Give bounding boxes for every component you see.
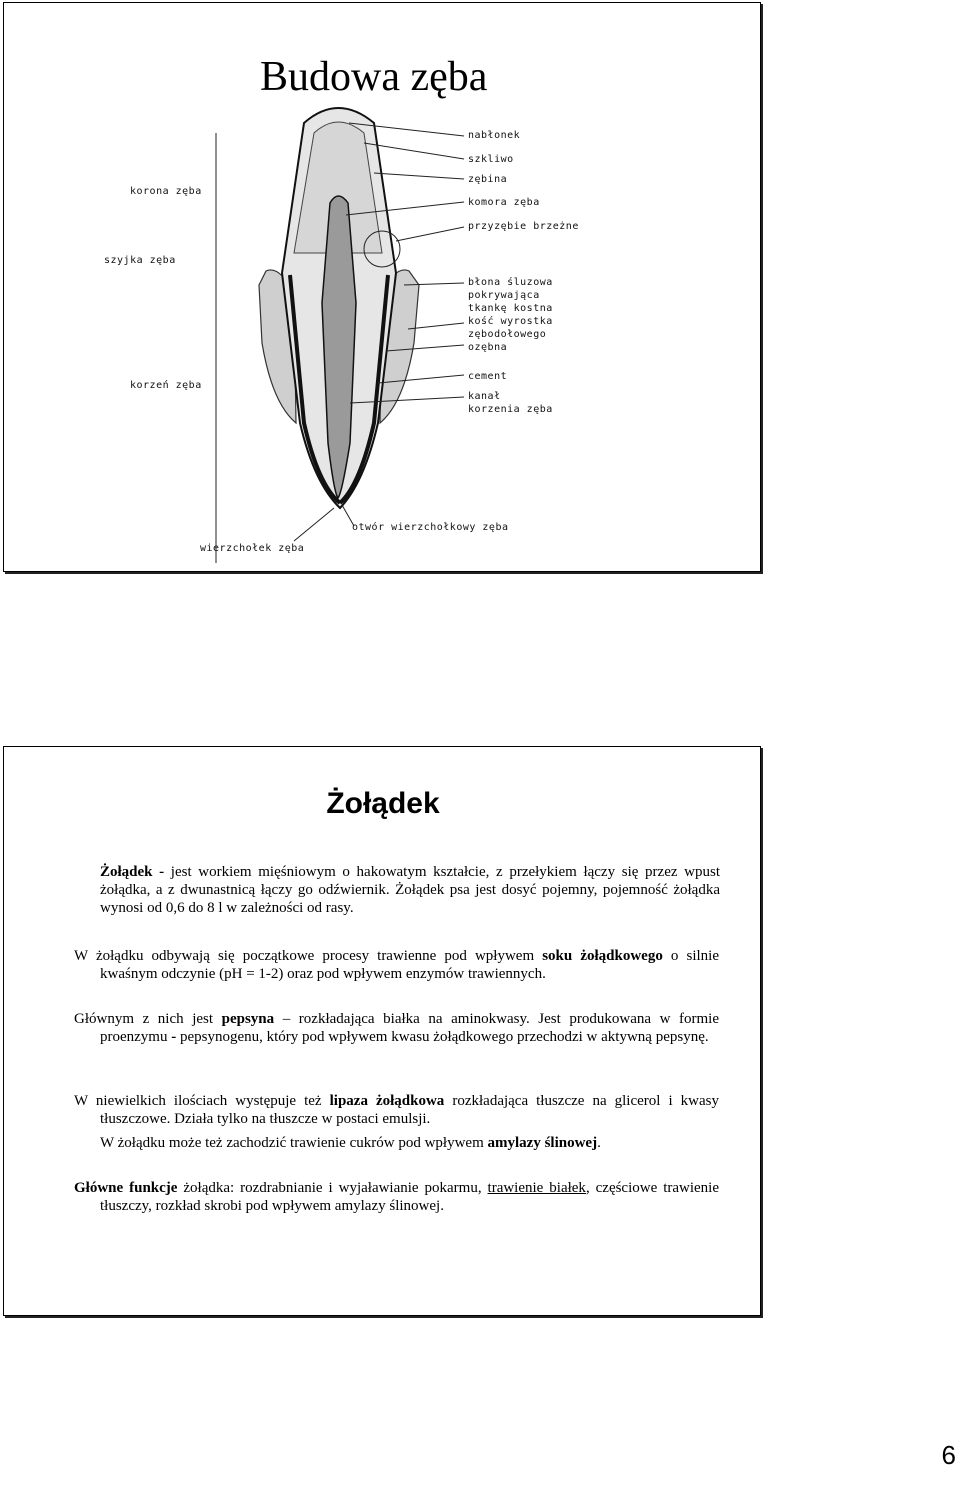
hanging-text [74, 1092, 719, 1128]
slide-tooth-anatomy [3, 2, 761, 572]
text: W niewielkich ilościach występuje też [74, 1093, 330, 1109]
bold-text: Żołądek - [100, 864, 165, 880]
pointer-line [396, 227, 464, 241]
page-number: 6 [941, 1440, 956, 1470]
paragraph-definition [100, 863, 720, 917]
label-root: korzeń zęba [130, 380, 202, 391]
text: Głównym z nich jest [74, 1011, 222, 1027]
text: . [597, 1135, 601, 1151]
label-mucosa-3: tkankę kostna [468, 303, 553, 314]
hanging-text [74, 947, 719, 983]
hanging-text [74, 1010, 719, 1046]
label-pulp-chamber: komora zęba [468, 197, 540, 208]
text: o silnie kwaśnym odczynie (pH = 1-2) oraz pod wpływem enzymów trawiennych. [100, 948, 720, 982]
label-bone-1: kość wyrostka [468, 316, 553, 327]
label-crown: korona zęba [130, 186, 202, 197]
bold-text: pepsyna [221, 1011, 275, 1027]
label-canal-2: korzenia zęba [468, 404, 553, 415]
label-dentin: zębina [468, 174, 508, 185]
label-periodontium: ozębna [468, 342, 508, 353]
bold-text: - [171, 1029, 177, 1045]
bold-text: soku żołądkowego [542, 948, 663, 964]
slide-title: Budowa zęba [260, 54, 488, 100]
label-mucosa-1: błona śluzowa [468, 277, 553, 288]
label-apex: wierzchołek zęba [200, 543, 305, 554]
text: , częściowe trawienie tłuszczy, rozkład skrobi pod wpływem amylazy ślinowej. [100, 1180, 719, 1214]
bold-text: Główne funkcje [74, 1180, 178, 1196]
slide-stomach [3, 746, 761, 1316]
slide-title: Żołądek [326, 787, 440, 820]
pointer-line [408, 323, 464, 329]
bold-text: lipaza żołądkowa [329, 1093, 445, 1109]
paragraph-lipase [74, 1092, 719, 1128]
label-apical-foramen: otwór wierzchołkowy zęba [352, 522, 509, 533]
label-cement: cement [468, 371, 508, 382]
paragraph-functions [74, 1179, 719, 1215]
label-mucosa-2: pokrywająca [468, 290, 540, 301]
tooth-diagram [4, 3, 762, 573]
paragraph-pepsin [74, 1010, 719, 1046]
label-canal-1: kanał [468, 391, 501, 402]
paragraph-amylase [100, 1134, 720, 1152]
bold-text: amylazy ślinowej [487, 1135, 598, 1151]
paragraph-digestion [74, 947, 719, 983]
hanging-text [74, 1179, 719, 1215]
label-bone-2: zębodołowego [468, 329, 547, 340]
text: jest workiem mięśniowym o hakowatym kształcie, z przełykiem łączy się przez wpust żołądka, a z dwunastnicą łączy go odźwiernik. Żołądek psa jest dosyć pojemny, pojemność żołądka wynosi od 0,6 do 8 l w zależności od rasy. [100, 864, 720, 916]
label-neck: szyjka zęba [104, 255, 176, 266]
pointer-line [294, 508, 334, 541]
pointer-line [374, 173, 464, 179]
label-marginal-periodontium: przyzębie brzeżne [468, 221, 579, 232]
text: W żołądku może też zachodzić trawienie cukrów pod wpływem [100, 1135, 488, 1151]
label-epithelium: nabłonek [468, 130, 521, 141]
underlined-text: trawienie białek [487, 1180, 586, 1196]
label-enamel: szkliwo [468, 154, 514, 165]
text: W żołądku odbywają się początkowe procesy trawienne pod wpływem [74, 948, 543, 964]
text: żołądka: rozdrabnianie i wyjaławianie pokarmu, [177, 1180, 488, 1196]
text: pepsynogenu, który pod wpływem kwasu żołądkowego przechodzi w aktywną pepsynę. [176, 1029, 709, 1045]
text: – rozkładająca białka na aminokwasy. Jest produkowana w formie proenzymu [100, 1011, 719, 1045]
text: rozkładająca tłuszcze na glicerol i kwasy tłuszczowe. Działa tylko na tłuszcze w postaci emulsji. [100, 1093, 719, 1127]
